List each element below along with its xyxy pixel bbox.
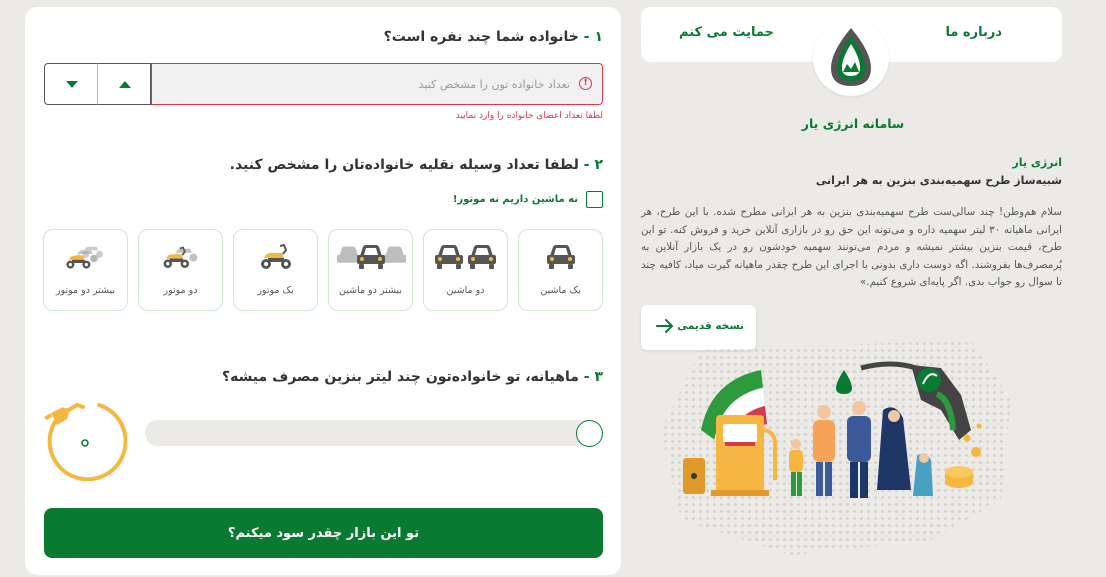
vehicle-label: دو موتور: [163, 285, 198, 296]
many-cars-icon: [336, 242, 406, 272]
vehicle-label: بیشتر دو ماشین: [339, 285, 402, 296]
nav-support-link[interactable]: حمایت می کنم: [679, 25, 774, 40]
vehicle-options: [43, 229, 603, 311]
vehicle-option-one-motorcycle[interactable]: [233, 229, 318, 311]
nav-about-link[interactable]: درباره ما: [945, 25, 1002, 40]
error-icon: !: [579, 77, 592, 90]
logo[interactable]: [813, 20, 889, 96]
vehicle-label: بیشتر دو موتور: [55, 285, 116, 296]
fuel-nozzle-icon: [44, 405, 83, 425]
many-motorcycles-icon: [64, 242, 108, 272]
question-2-title: [230, 157, 603, 173]
question-1-text: خانواده شما چند نفره است؟: [383, 29, 579, 45]
question-1-title: [384, 29, 603, 45]
question-3-text: ماهیانه، تو خانواده‌تون چند لیتر بنزین مصرف میشه؟: [221, 369, 579, 385]
car-icon: [544, 242, 578, 272]
decrement-button[interactable]: [44, 63, 98, 105]
map-dots-icon: [661, 340, 1011, 555]
intro-body: سلام هم‌وطن! چند سالی‌ست طرح سهمیه‌بندی بنزین به هر ایرانی مطرح شده. با این طرح، هر ایرانی ماهیانه ۳۰ لیتر سهمیه داره و می‌تونه این حق رو در بازاری آنلاین خرید و فروش کنه. تو این طرح، قیمت بنزین بیشتر نمیشه و مردم می‌تونند سهمیه خودشون رو در یک بازار آنلاین به پُرمصرف‌ها بفروشند. اگه دوست داری بدونی با اجرای این طرح چقدر ماهیانه گیرت میاد، کافیه چند تا سوال رو جواب بدی. اگر پایه‌ای شروع کنیم.»: [641, 206, 1062, 289]
intro-title: انرژی یار: [1012, 156, 1062, 169]
no-vehicle-checkbox[interactable]: [453, 191, 603, 208]
brand-name: سامانه انرژی یار: [801, 116, 905, 131]
question-1-number: ۱ -: [578, 29, 603, 45]
vehicle-option-many-motorcycles[interactable]: [43, 229, 128, 311]
vehicle-option-many-cars[interactable]: [328, 229, 413, 311]
drop-logo-icon: [825, 26, 877, 90]
family-error-message: لطفا تعداد اعضای خانواده را وارد نمایید: [455, 111, 603, 121]
vehicle-option-two-cars[interactable]: [423, 229, 508, 311]
question-2-text: لطفا تعداد وسیله نقلیه خانواده‌تان را مشخص کنید.: [229, 157, 579, 173]
vehicle-label: یک ماشین: [540, 285, 581, 296]
two-motorcycles-icon: [161, 242, 201, 272]
question-2-number: ۲ -: [578, 157, 603, 173]
vehicle-label: یک موتور: [257, 285, 294, 296]
vehicle-option-two-motorcycles[interactable]: [138, 229, 223, 311]
old-version-label: نسخه قدیمی: [677, 320, 744, 332]
fuel-usage-slider[interactable]: [145, 420, 603, 446]
fuel-gauge: [43, 397, 127, 481]
vehicle-option-one-car[interactable]: [518, 229, 603, 311]
checkbox-box[interactable]: [586, 191, 603, 208]
triangle-down-icon: [66, 81, 78, 88]
family-size-input[interactable]: [151, 63, 603, 105]
vehicle-label: دو ماشین: [446, 285, 485, 296]
no-vehicle-label: نه ماشین داریم نه موتور!: [452, 194, 578, 205]
question-3-number: ۳ -: [578, 369, 603, 385]
question-3-title: [222, 369, 603, 385]
two-cars-icon: [434, 242, 498, 272]
arrow-right-icon: [655, 318, 675, 334]
calculate-profit-button[interactable]: تو این بازار چقدر سود میکنم؟: [44, 508, 603, 558]
gauge-center: [82, 440, 88, 446]
intro-subtitle: شبیه‌ساز طرح سهمیه‌بندی بنزین به هر ایرانی: [815, 174, 1062, 187]
calculator-form: [25, 7, 621, 575]
slider-thumb[interactable]: [576, 420, 603, 447]
motorcycle-icon: [258, 242, 294, 272]
triangle-up-icon: [119, 81, 131, 88]
increment-button[interactable]: [97, 63, 151, 105]
family-fuel-illustration: [641, 340, 1062, 570]
